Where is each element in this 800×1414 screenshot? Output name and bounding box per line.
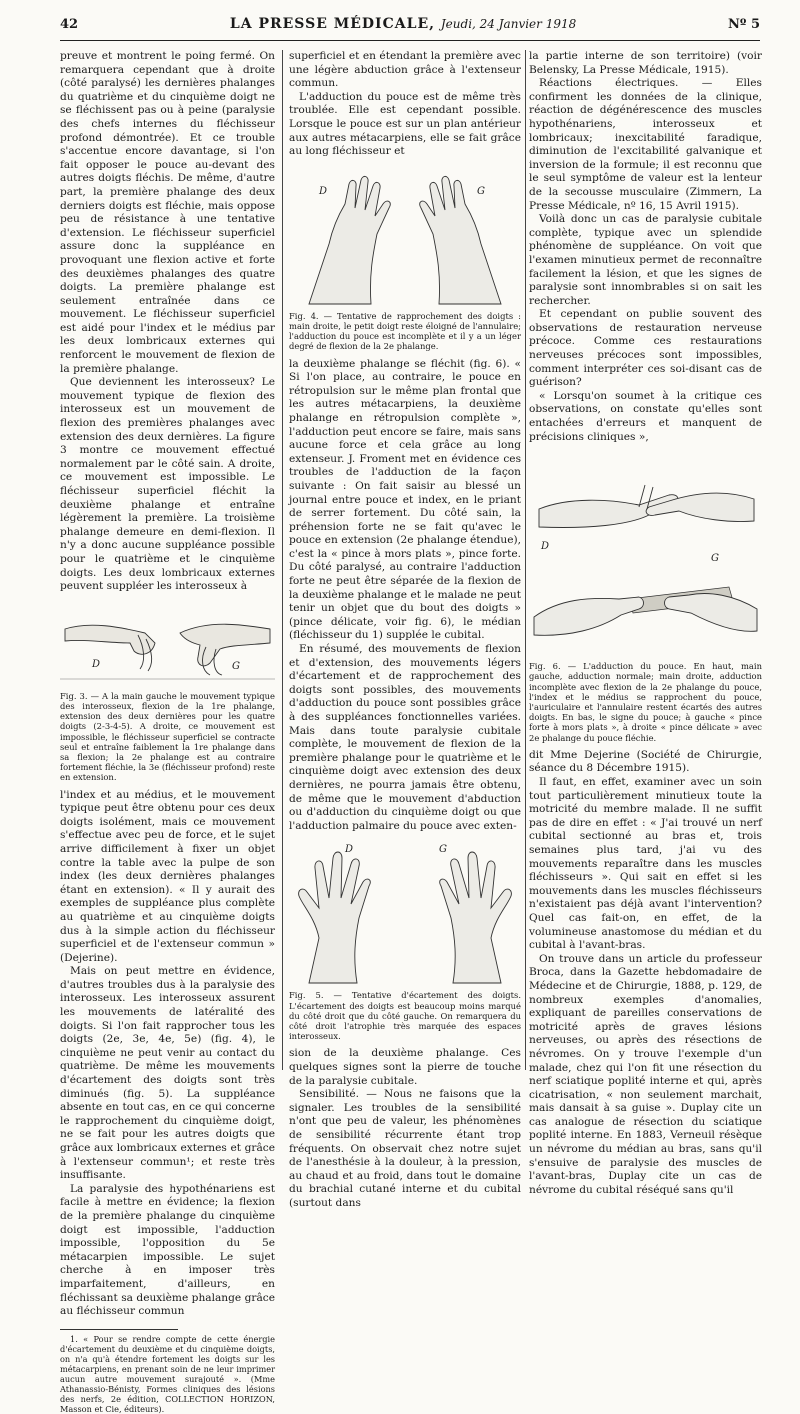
col2-paragraph-5: sion de la deuxième phalange. Ces quelques signes sont la pierre de touche de la paralysie cubitale.: [289, 1047, 521, 1087]
col3-paragraph-4: Et cependant on publie souvent des observations de restauration nerveuse précoce. Comme ces restaurations nerveuses précoces sont impossibles, comment interpréter ces soi-disant cas de guérison?: [529, 308, 762, 389]
column-rule-2: [525, 50, 526, 1070]
journal-name: LA PRESSE MÉDICALE,: [229, 16, 435, 32]
figure-5-caption: Fig. 5. — Tentative d'écartement des doigts. L'écartement des doigts est beaucoup moins marqué du côté droit que du côté gauche. On remarquera du côté droit l'atrophie très marquée des espaces interosseux.: [289, 990, 521, 1042]
figure-4-illustration: [289, 164, 521, 309]
page-number: 42: [60, 17, 79, 32]
figure-3-illustration: [60, 599, 275, 689]
col3-paragraph-8: On trouve dans un article du professeur Broca, dans la Gazette hebdomadaire de Médecine et de Chirurgie, 1888, p. 129, de nombreux exemples d'anomalies, expliquant de pareilles conservations de motricité après de graves lésions nerveuses, ou après des résections de névromes. On y trouve l'exemple d'un malade, chez qui l'on fit une résection du nerf sciatique poplité interne et qui, après cicatrisation, « non seulement marchait, mais dansait à sa guise ». Duplay cite un cas analogue de résection du sciatique poplité interne. En 1883, Verneuil résèque un névrome du médian au bras, sans qu'il s'ensuive de paralysie des muscles de l'avant-bras, Duplay cite un cas de névrome du cubital réséqué sans qu'il: [529, 952, 762, 1196]
column-3: [529, 50, 762, 1196]
column-rule-1: [282, 50, 283, 1070]
col3-paragraph-5: « Lorsqu'on soumet à la critique ces observations, on constate qu'elles sont entachées d'erreurs et manquent de précisions cliniques »,: [529, 389, 762, 443]
col1-paragraph-5: La paralysie des hypothénariens est facile à mettre en évidence; la flexion de la première phalange du cinquième doigt est impossible, l'adduction impossible, l'opposition du 5e métacarpien impossible. Le sujet cherche à en imposer très imparfaitement, d'ailleurs, en fléchissant sa deuxième phalange grâce au fléchisseur commun: [60, 1182, 275, 1318]
page-header: [60, 16, 760, 41]
col1-paragraph-2: Que deviennent les interosseux? Le mouvement typique de flexion des interosseux est un mouvement de flexion des premières phalanges avec extension des deux dernières. La figure 3 montre ce mouvement effectué normalement par le côté sain. A droite, ce mouvement est impossible. Le fléchisseur superficiel fléchit la deuxième phalange et entraîne légèrement la première. La troisième phalange demeure en demi-flexion. Il n'y a donc aucune suppléance possible pour le quatrième et le cinquième doigts. Les deux lombricaux externes peuvent suppléer les interosseux à: [60, 376, 275, 593]
figure-4-label-g: G: [477, 185, 485, 197]
col1-paragraph-3: l'index et au médius, et le mouvement typique peut être obtenu pour ces deux doigts isolément, mais ce mouvement s'effectue avec peu de force, et le sujet arrive difficilement à fixer un objet contre la table avec la pulpe de son index (les deux dernières phalanges étant en extension). « Il y aurait des exemples de suppléance plus complète au quatrième et au cinquième doigts dus à la simple action du fléchisseur superficiel et de l'extenseur commun » (Dejerine).: [60, 788, 275, 964]
col2-paragraph-4: En résumé, des mouvements de flexion et d'extension, des mouvements légers d'écartement et de rapprochement des doigts sont possibles, des mouvements d'adduction du pouce sont possibles grâce à des suppléances fonctionnelles variées. Mais dans toute paralysie cubitale complète, le mouvement de flexion de la première phalange pour le quatrième et le cinquième doigt avec extension des deux dernières, ne pourra jamais être obtenu, de même que le mouvement d'abduction ou d'adduction du cinquième doigt ou que l'adduction palmaire du pouce avec exten-: [289, 643, 521, 832]
col2-paragraph-6: Sensibilité. — Nous ne faisons que la signaler. Les troubles de la sensibilité n'ont que peu de valeur, les phénomènes de sensibilité récurrente étant trop fréquents. On observait chez notre sujet de l'anesthésie à la douleur, à la pression, au chaud et au froid, dans tout le domaine du brachial cutané interne et du cubital (surtout dans: [289, 1088, 521, 1209]
col1-paragraph-1: preuve et montrent le poing fermé. On remarquera cependant que à droite (côté paralysé) les dernières phalanges du quatrième et du cinquième doigt ne se fléchissent pas ou à peine (paralysie des chefs internes du fléchisseur profond démontrée). Et ce trouble s'accentue encore davantage, si l'on fait opposer le pouce au-devant des autres doigts fléchis. De même, d'autre part, la première phalange des deux derniers doigts est fléchie, mais oppose peu de résistance à une tentative d'extension. Le fléchisseur superficiel assure donc la suppléance en provoquant une flexion active et forte des deuxièmes phalanges des quatre doigts. La première phalange est seulement entraînée dans ce mouvement. Le fléchisseur superficiel est aidé pour l'index et le médius par les deux lombricaux externes qui renforcent le mouvement de flexion de la première phalange.: [60, 50, 275, 375]
col2-paragraph-3: la deuxième phalange se fléchit (fig. 6). « Si l'on place, au contraire, le pouce en rétropulsion sur le même plan frontal que les autres métacarpiens, la deuxième phalange en rétropulsion complète », l'adduction peut encore se faire, mais sans aucune force et cela grâce au long extenseur. J. Froment met en évidence ces troubles de l'adduction de la façon suivante : On fait saisir au blessé un journal entre pouce et index, en le priant de serrer fortement. Du côté sain, la préhension forte ne se fait qu'avec le pouce en extension (2e phalange étendue), c'est la « pince à mors plats », pince forte. Du côté paralysé, au contraire l'adduction forte ne peut être séparée de la flexion de la deuxième phalange et le malade ne peut tenir un objet que du bout des doigts » (pince délicate, voir fig. 6), le médian (fléchisseur du 1) supplée le cubital.: [289, 357, 521, 642]
figure-4: [289, 164, 521, 352]
figure-6: [529, 449, 762, 743]
issue-number: Nº 5: [728, 17, 760, 32]
figure-4-label-d: D: [319, 185, 328, 197]
issue-date: Jeudi, 24 Janvier 1918: [440, 17, 577, 31]
column-1: [60, 50, 275, 1414]
figure-5-illustration: [289, 838, 521, 988]
col3-paragraph-1: la partie interne de son territoire) (voir Belensky, La Presse Médicale, 1915).: [529, 50, 762, 76]
figure-3: [60, 599, 275, 783]
col3-paragraph-6: dit Mme Dejerine (Société de Chirurgie, séance du 8 Décembre 1915).: [529, 748, 762, 775]
figure-5: [289, 838, 521, 1041]
figure-6-illustration: [529, 449, 762, 659]
figure-3-caption: Fig. 3. — A la main gauche le mouvement typique des interosseux, flexion de la 1re phalange, extension des deux dernières pour les quatre doigts (2-3-4-5). A droite, ce mouvement est impossible, le fléchisseur superficiel se contracte seul et entraîne faiblement la 1re phalange dans sa flexion; la 2e phalange est au contraire fortement fléchie, la 3e (fléchisseur profond) reste en extension.: [60, 690, 275, 783]
col3-paragraph-2: Réactions électriques. — Elles confirment les données de la clinique, réaction de dégénérescence des muscles hypothénariens, interosseux et lombricaux; inexcitabilité faradique, diminution de l'excitabilité galvanique et inversion de la formule; il est reconnu que le seul symptôme de valeur est la lenteur de la secousse musculaire (Zimmern, La Presse Médicale, nº 16, 15 Avril 1915).: [529, 77, 762, 212]
figure-3-label-d: D: [92, 658, 101, 670]
figure-6-label-d: D: [541, 541, 550, 553]
figure-5-label-d: D: [345, 844, 354, 856]
col2-paragraph-2: L'adduction du pouce est de même très troublée. Elle est cependant possible. Lorsque le pouce est sur un plan antérieur aux autres métacarpiens, elle se fait grâce au long fléchisseur et: [289, 90, 521, 158]
col1-paragraph-4: Mais on peut mettre en évidence, d'autres troubles dus à la paralysie des interosseux. Les interosseux assurent les mouvements de latéralité des doigts. Si l'on fait rapprocher tous les doigts (2e, 3e, 4e, 5e) (fig. 4), le cinquième ne peut venir au contact du quatrième. De même les mouvements d'écartement des doigts sont très diminués (fig. 5). La suppléance absente en tout cas, en ce qui concerne le rapprochement du cinquième doigt, ne se fait pour les autres doigts que grâce aux lombricaux externes et grâce à l'extenseur commun¹; et reste très insuffisante.: [60, 965, 275, 1182]
col2-paragraph-1: superficiel et en étendant la première avec une légère abduction grâce à l'extenseur commun.: [289, 50, 521, 90]
journal-title: [230, 16, 576, 32]
figure-6-label-g: G: [711, 553, 719, 565]
col3-paragraph-3: Voilà donc un cas de paralysie cubitale complète, typique avec un splendide phénomène de suppléance. On voit que l'examen minutieux permet de reconnaître facilement la lésion, et que les signes de paralysie sont innombrables si on sait les rechercher.: [529, 213, 762, 307]
figure-4-caption: Fig. 4. — Tentative de rapprochement des doigts : main droite, le petit doigt reste éloigné de l'annulaire; l'adduction du pouce est incomplète et il y a un léger degré de flexion de la 2e phalange.: [289, 310, 521, 352]
footnote-rule: [60, 1329, 178, 1330]
figure-5-label-g: G: [439, 844, 447, 856]
col3-paragraph-7: Il faut, en effet, examiner avec un soin tout particulièrement minutieux toute la motricité du membre malade. Il ne suffit pas de dire en effet : « J'ai trouvé un nerf cubital sectionné au bras et, trois semaines plus tard, j'ai vu des mouvements reparaître dans les muscles fléchisseurs ». Qui sait en effet si les mouvements dans les muscles fléchisseurs n'existaient pas déjà avant l'intervention? Quel cas fait-on, en effet, de la volumineuse anastomose du médian et du cubital à l'avant-bras.: [529, 776, 762, 952]
figure-3-label-g: G: [232, 660, 240, 672]
footnote-1: 1. « Pour se rendre compte de cette énergie d'écartement du deuxième et du cinquième doigts, on n'a qu'à étendre fortement les doigts sur les métacarpiens, en prenant soin de ne leur imprimer aucun autre mouvement surajouté ». (Mme Athanassio-Bénisty, Formes cliniques des lésions des nerfs, 2e édition, COLLECTION HORIZON, Masson et Cie, éditeurs).: [60, 1333, 275, 1414]
column-2: [289, 50, 521, 1209]
figure-6-caption: Fig. 6. — L'adduction du pouce. En haut, main gauche, adduction normale; main droite, adduction incomplète avec flexion de la 2e phalange du pouce, l'index et le médius se rapprochent du pouce, l'auriculaire et l'annulaire restent écartés des autres doigts. En bas, le signe du pouce; à gauche « pince forte à mors plats », à droite « pince délicate » avec 2e phalange du pouce fléchie.: [529, 661, 762, 743]
